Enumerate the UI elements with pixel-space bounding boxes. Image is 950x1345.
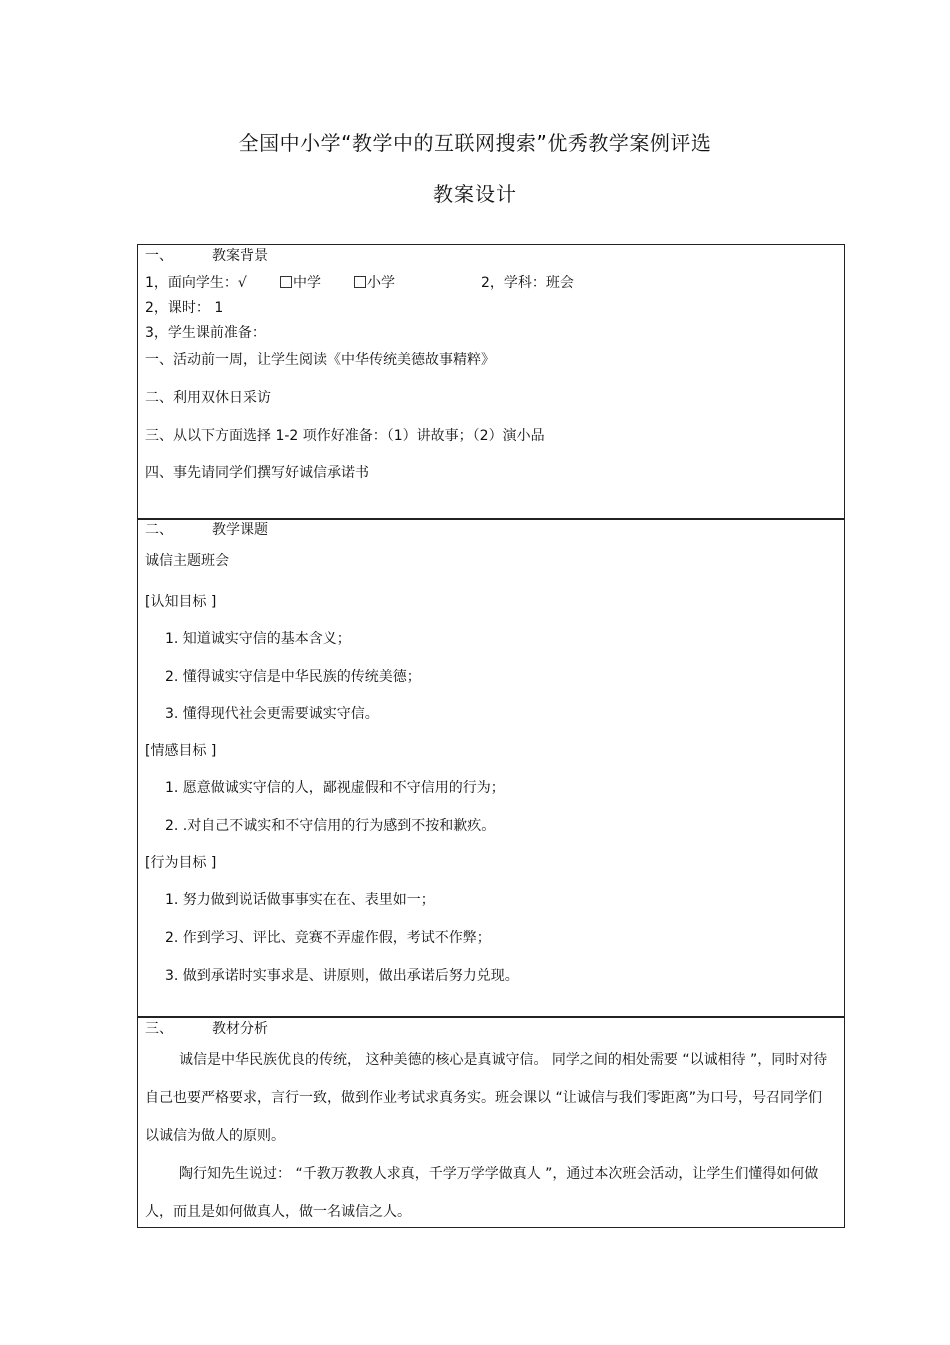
section-number: 三、: [145, 1021, 173, 1037]
period-field: 2，课时： 1: [145, 300, 224, 316]
checkbox-icon: [354, 276, 366, 288]
objective-item: 1. 知道诚实守信的基本含义；: [165, 631, 351, 647]
audience-label: 1，面向学生：: [145, 275, 238, 291]
section-title: 教学课题: [212, 522, 268, 538]
checkbox-icon: [280, 276, 292, 288]
section-teaching-topic: [137, 518, 845, 1018]
objective-heading: [认知目标 ]: [145, 594, 217, 610]
document-subtitle: 教案设计: [433, 182, 517, 206]
prep-label: 3，学生课前准备：: [145, 325, 266, 341]
section-lesson-background: [137, 244, 845, 520]
analysis-paragraph: 诚信是中华民族优良的传统， 这种美德的核心是真诚守信。 同学之间的相处需要 “以诚相待 ”，同时对待自己也要严格要求，言行一致，做到作业考试求真务实。班会课以 “让诚信与我们零距离”为口号，号召同学们以诚信为做人的原则。: [145, 1052, 828, 1144]
section-title: 教材分析: [212, 1021, 268, 1037]
objective-item: 3. 懂得现代社会更需要诚实守信。: [165, 706, 379, 722]
objective-item: 1. 努力做到说话做事事实在在、表里如一；: [165, 892, 435, 908]
section-number: 二、: [145, 522, 173, 538]
option-primary-school: 小学: [354, 274, 395, 292]
prep-item: 一、活动前一周，让学生阅读《中华传统美德故事精粹》: [145, 352, 495, 368]
subject-field: 2，学科：班会: [481, 275, 574, 291]
objective-item: 2. 懂得诚实守信是中华民族的传统美德；: [165, 669, 421, 685]
document-title: 全国中小学“教学中的互联网搜索”优秀教学案例评选: [238, 131, 712, 155]
option-middle-school: 中学: [280, 274, 321, 292]
analysis-paragraph: 陶行知先生说过： “千教万教教人求真，千学万学学做真人 ”，通过本次班会活动，让学生们懂得如何做人，而且是如何做真人，做一名诚信之人。: [145, 1166, 819, 1220]
audience-check: √: [237, 275, 247, 291]
section-number: 一、: [145, 248, 173, 264]
prep-item: 四、事先请同学们撰写好诚信承诺书: [145, 465, 369, 481]
section-material-analysis: [137, 1016, 845, 1228]
objective-item: 3. 做到承诺时实事求是、讲原则，做出承诺后努力兑现。: [165, 968, 519, 984]
section-title: 教案背景: [212, 248, 268, 264]
objective-heading: [情感目标 ]: [145, 743, 217, 759]
objective-item: 2. .对自己不诚实和不守信用的行为感到不按和歉疚。: [165, 818, 496, 834]
prep-item: 三、从以下方面选择 1-2 项作好准备：（1）讲故事；（2）演小品: [145, 428, 545, 444]
objective-heading: [行为目标 ]: [145, 855, 217, 871]
audience-row: [145, 274, 247, 292]
objective-item: 1. 愿意做诚实守信的人，鄙视虚假和不守信用的行为；: [165, 780, 505, 796]
topic-name: 诚信主题班会: [145, 553, 229, 569]
prep-item: 二、利用双休日采访: [145, 390, 271, 406]
objective-item: 2. 作到学习、评比、竞赛不弄虚作假，考试不作弊；: [165, 930, 491, 946]
